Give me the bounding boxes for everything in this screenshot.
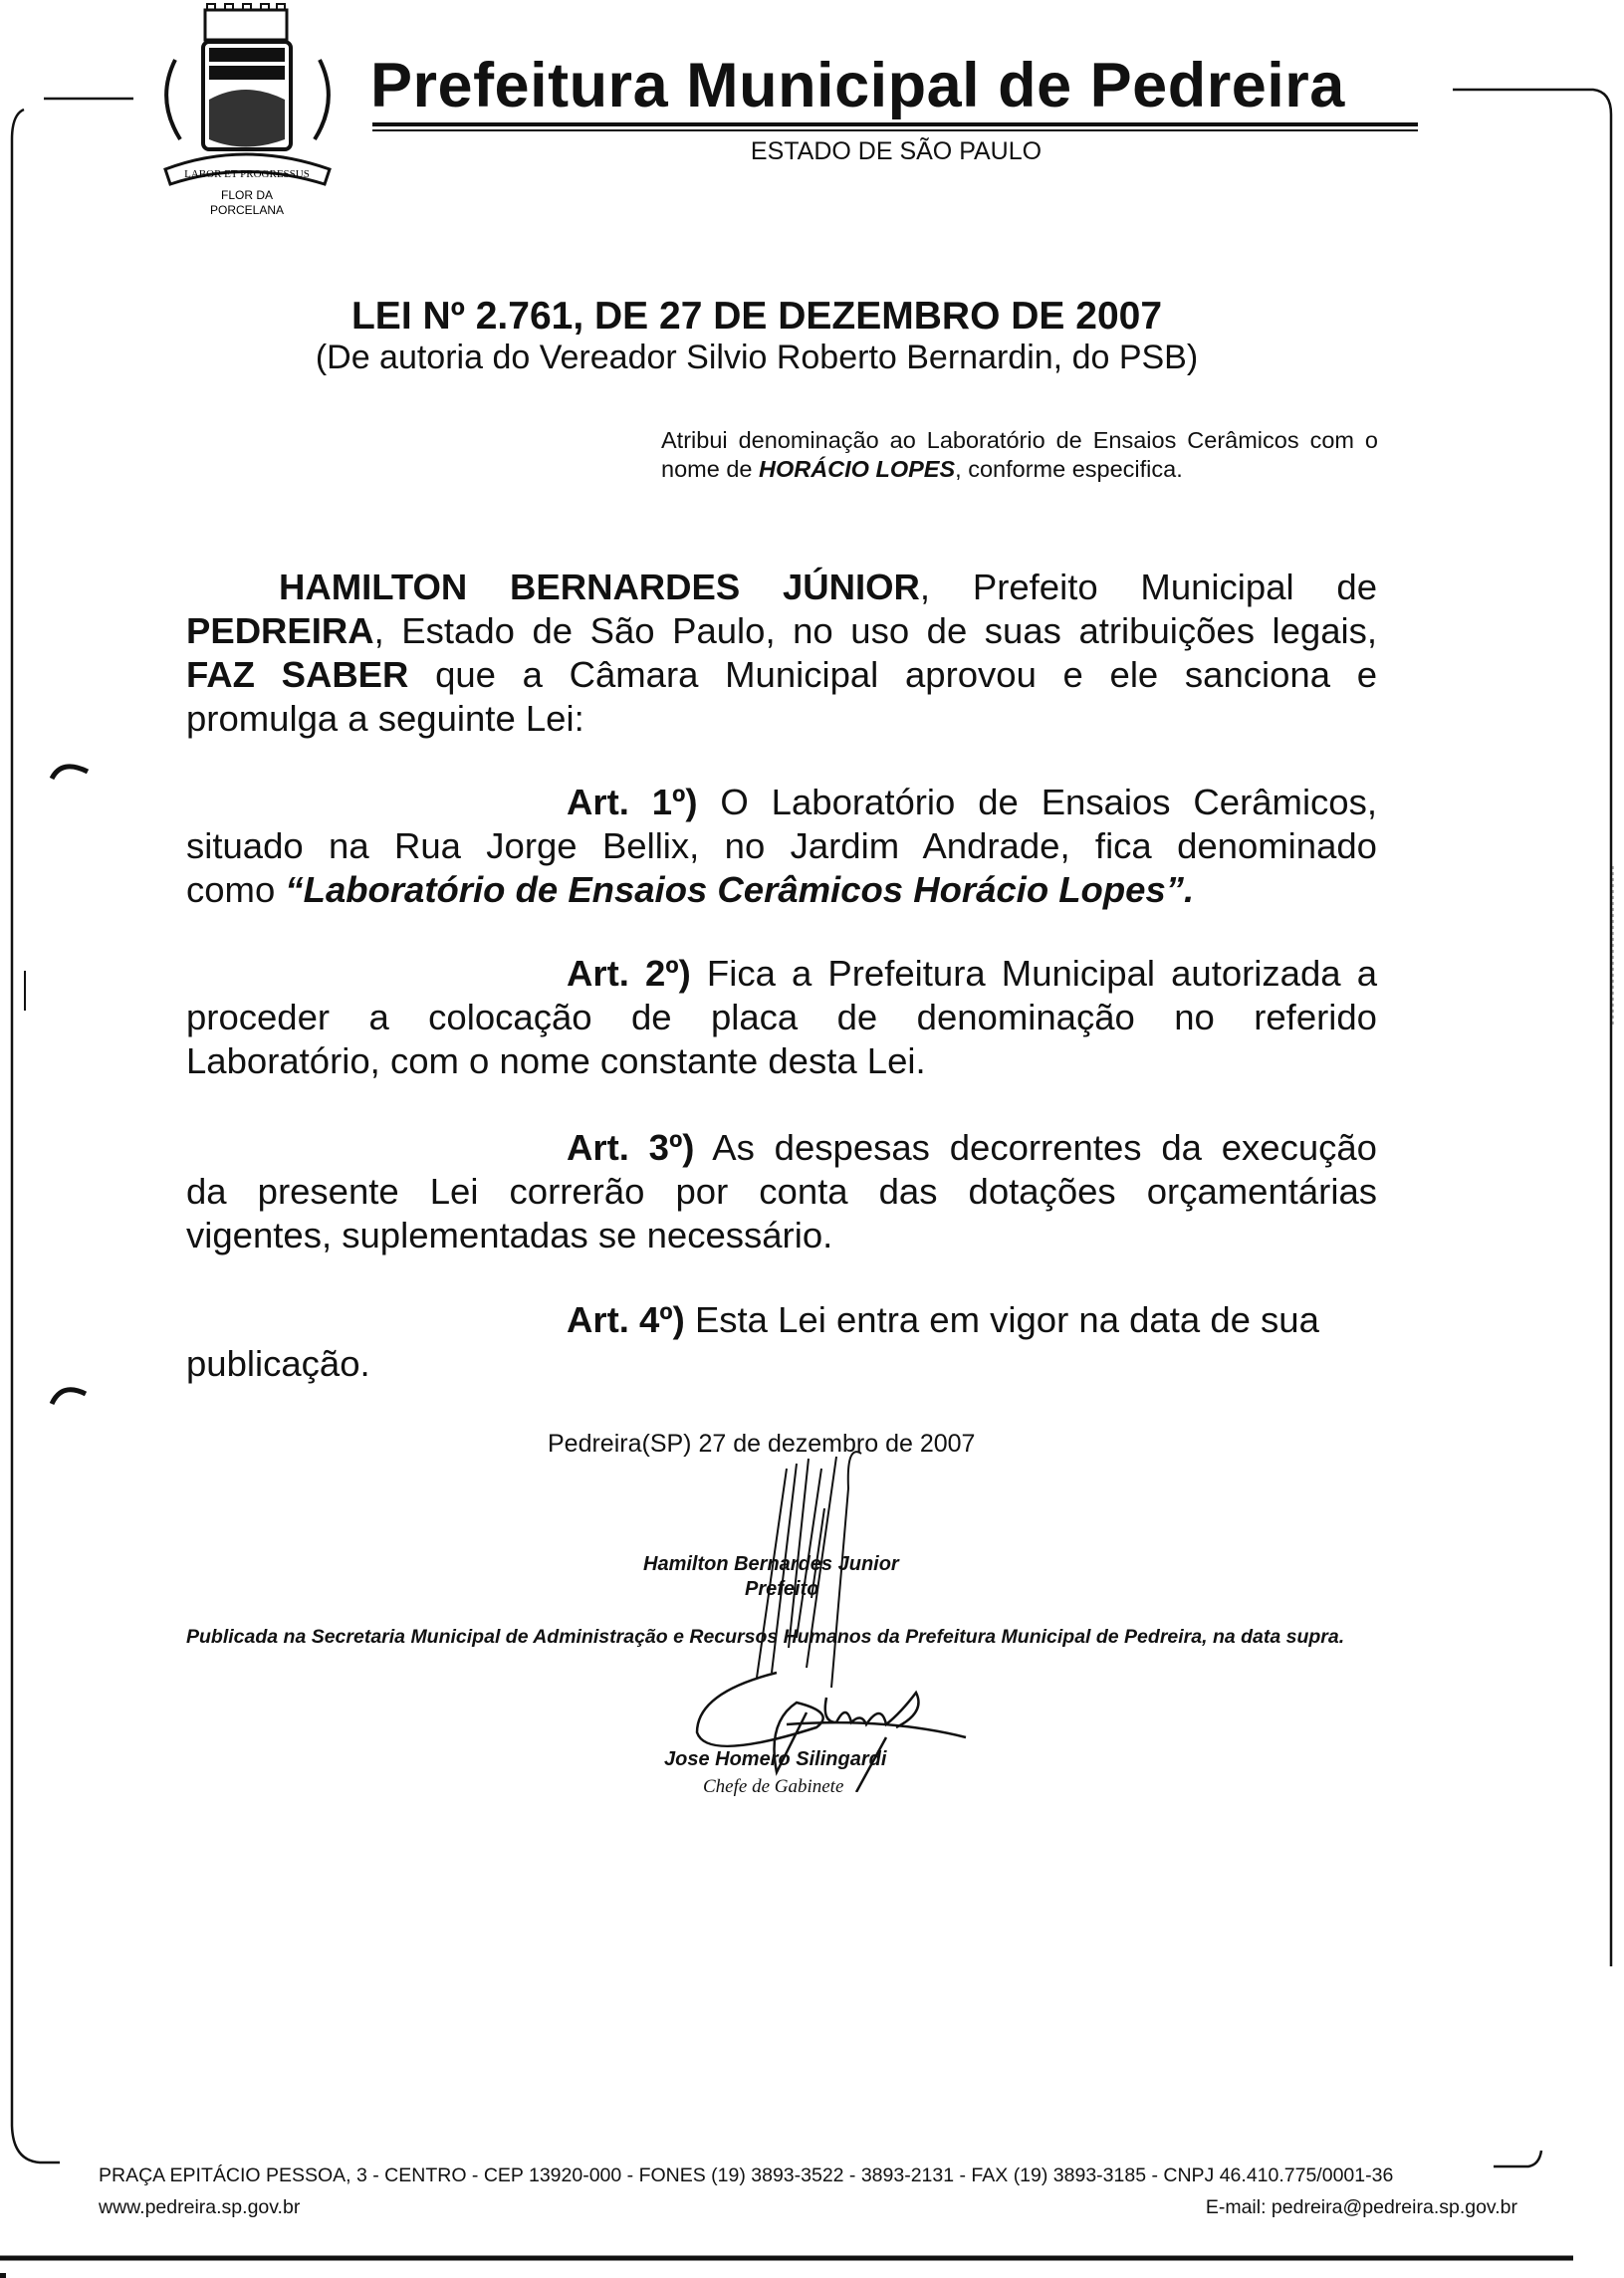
emphasis-text: Art. 3º) [567,1127,695,1168]
body-text: , Estado de São Paulo, no uso de suas atribuições legais, [373,610,1377,651]
text-line [186,566,1377,609]
article-2 [186,952,1377,1083]
header-state: ESTADO DE SÃO PAULO [750,137,1043,165]
preamble-paragraph [186,566,1377,741]
body-text: situado na Rua Jorge Bellix, no Jardim Andrade, fica denominado [186,825,1377,866]
emphasis-text: “Laboratório de Ensaios Cerâmicos Horácio Lopes”. [285,869,1195,910]
body-text: vigentes, suplementadas se necessário. [186,1215,833,1255]
article-3 [186,1126,1377,1257]
emphasis-text: Art. 2º) [567,953,691,994]
crest-motto: LABOR ET PROGRESSUS [184,168,310,180]
emphasis-text: FAZ SABER [186,654,409,695]
chief-title: Chefe de Gabinete [703,1776,844,1797]
body-text: que a Câmara Municipal aprovou e ele sanciona e [408,654,1377,695]
body-text: promulga a seguinte Lei: [186,698,584,739]
crest-caption-1: FLOR DA [220,188,274,202]
chief-name: Jose Homero Silingardi [664,1748,887,1770]
text-line [186,952,1377,996]
chief-signature [687,1653,1016,1792]
text-line [186,781,1377,824]
body-text: Fica a Prefeitura Municipal autorizada a [690,953,1377,994]
body-text: Esta Lei entra em vigor na data de sua [684,1299,1319,1340]
text-line [186,697,1377,741]
text-line [186,1298,1377,1342]
article-4 [186,1298,1377,1386]
place-date: Pedreira(SP) 27 de dezembro de 2007 [548,1430,976,1458]
mayor-title: Prefeito [745,1578,819,1600]
article-1 [186,781,1377,912]
publication-note: Publicada na Secretaria Municipal de Administração e Recursos Humanos da Prefeitura Municipal de Pedreira, na data supra. [186,1626,1345,1648]
text-line [186,609,1377,653]
text-line [186,868,1377,912]
law-authorship: (De autoria do Vereador Silvio Roberto Bernardin, do PSB) [315,339,1199,376]
text-line [186,824,1377,868]
law-summary [661,426,1378,484]
footer-website[interactable]: www.pedreira.sp.gov.br [99,2196,301,2218]
text-line [186,653,1377,697]
title-rule [372,129,1418,131]
mayor-name: Hamilton Bernardes Junior [643,1553,899,1575]
emphasis-text: Art. 4º) [567,1299,685,1340]
header-title: Prefeitura Municipal de Pedreira [370,51,1345,120]
text-line [186,1170,1377,1214]
body-text: como [186,869,286,910]
municipal-crest-logo [145,0,354,221]
text-line [186,1126,1377,1170]
emphasis-text: PEDREIRA [186,610,374,651]
body-text: O Laboratório de Ensaios Cerâmicos, [697,782,1377,822]
emphasis-text: Art. 1º) [567,782,698,822]
summary-text-end: , conforme especifica. [955,456,1183,482]
emphasis-text: HAMILTON BERNARDES JÚNIOR [279,567,920,607]
law-heading: LEI Nº 2.761, DE 27 DE DEZEMBRO DE 2007 [350,295,1163,338]
crest-caption-2: PORCELANA [209,203,285,217]
body-text: As despesas decorrentes da execução [694,1127,1377,1168]
text-line [186,996,1377,1039]
title-rule [372,122,1418,126]
text-line [186,1039,1377,1083]
body-text: Laboratório, com o nome constante desta Lei. [186,1040,926,1081]
body-text: da presente Lei correrão por conta das dotações orçamentárias [186,1171,1377,1212]
footer-email[interactable]: E-mail: pedreira@pedreira.sp.gov.br [1205,2196,1517,2218]
summary-name: HORÁCIO LOPES [758,456,956,482]
text-line [186,1214,1377,1257]
text-line [186,1342,1377,1386]
body-text: proceder a colocação de placa de denominação no referido [186,997,1377,1037]
body-text: publicação. [186,1343,370,1384]
summary-text: Atribui denominação ao Laboratório de Ensaios Cerâmicos com o nome de [661,427,1378,482]
footer-address: PRAÇA EPITÁCIO PESSOA, 3 - CENTRO - CEP 13920-000 - FONES (19) 3893-3522 - 3893-2131 - FAX (19) 3893-3185 - CNPJ 46.410.775/0001-36 [99,2164,1394,2186]
body-text: , Prefeito Municipal de [919,567,1377,607]
